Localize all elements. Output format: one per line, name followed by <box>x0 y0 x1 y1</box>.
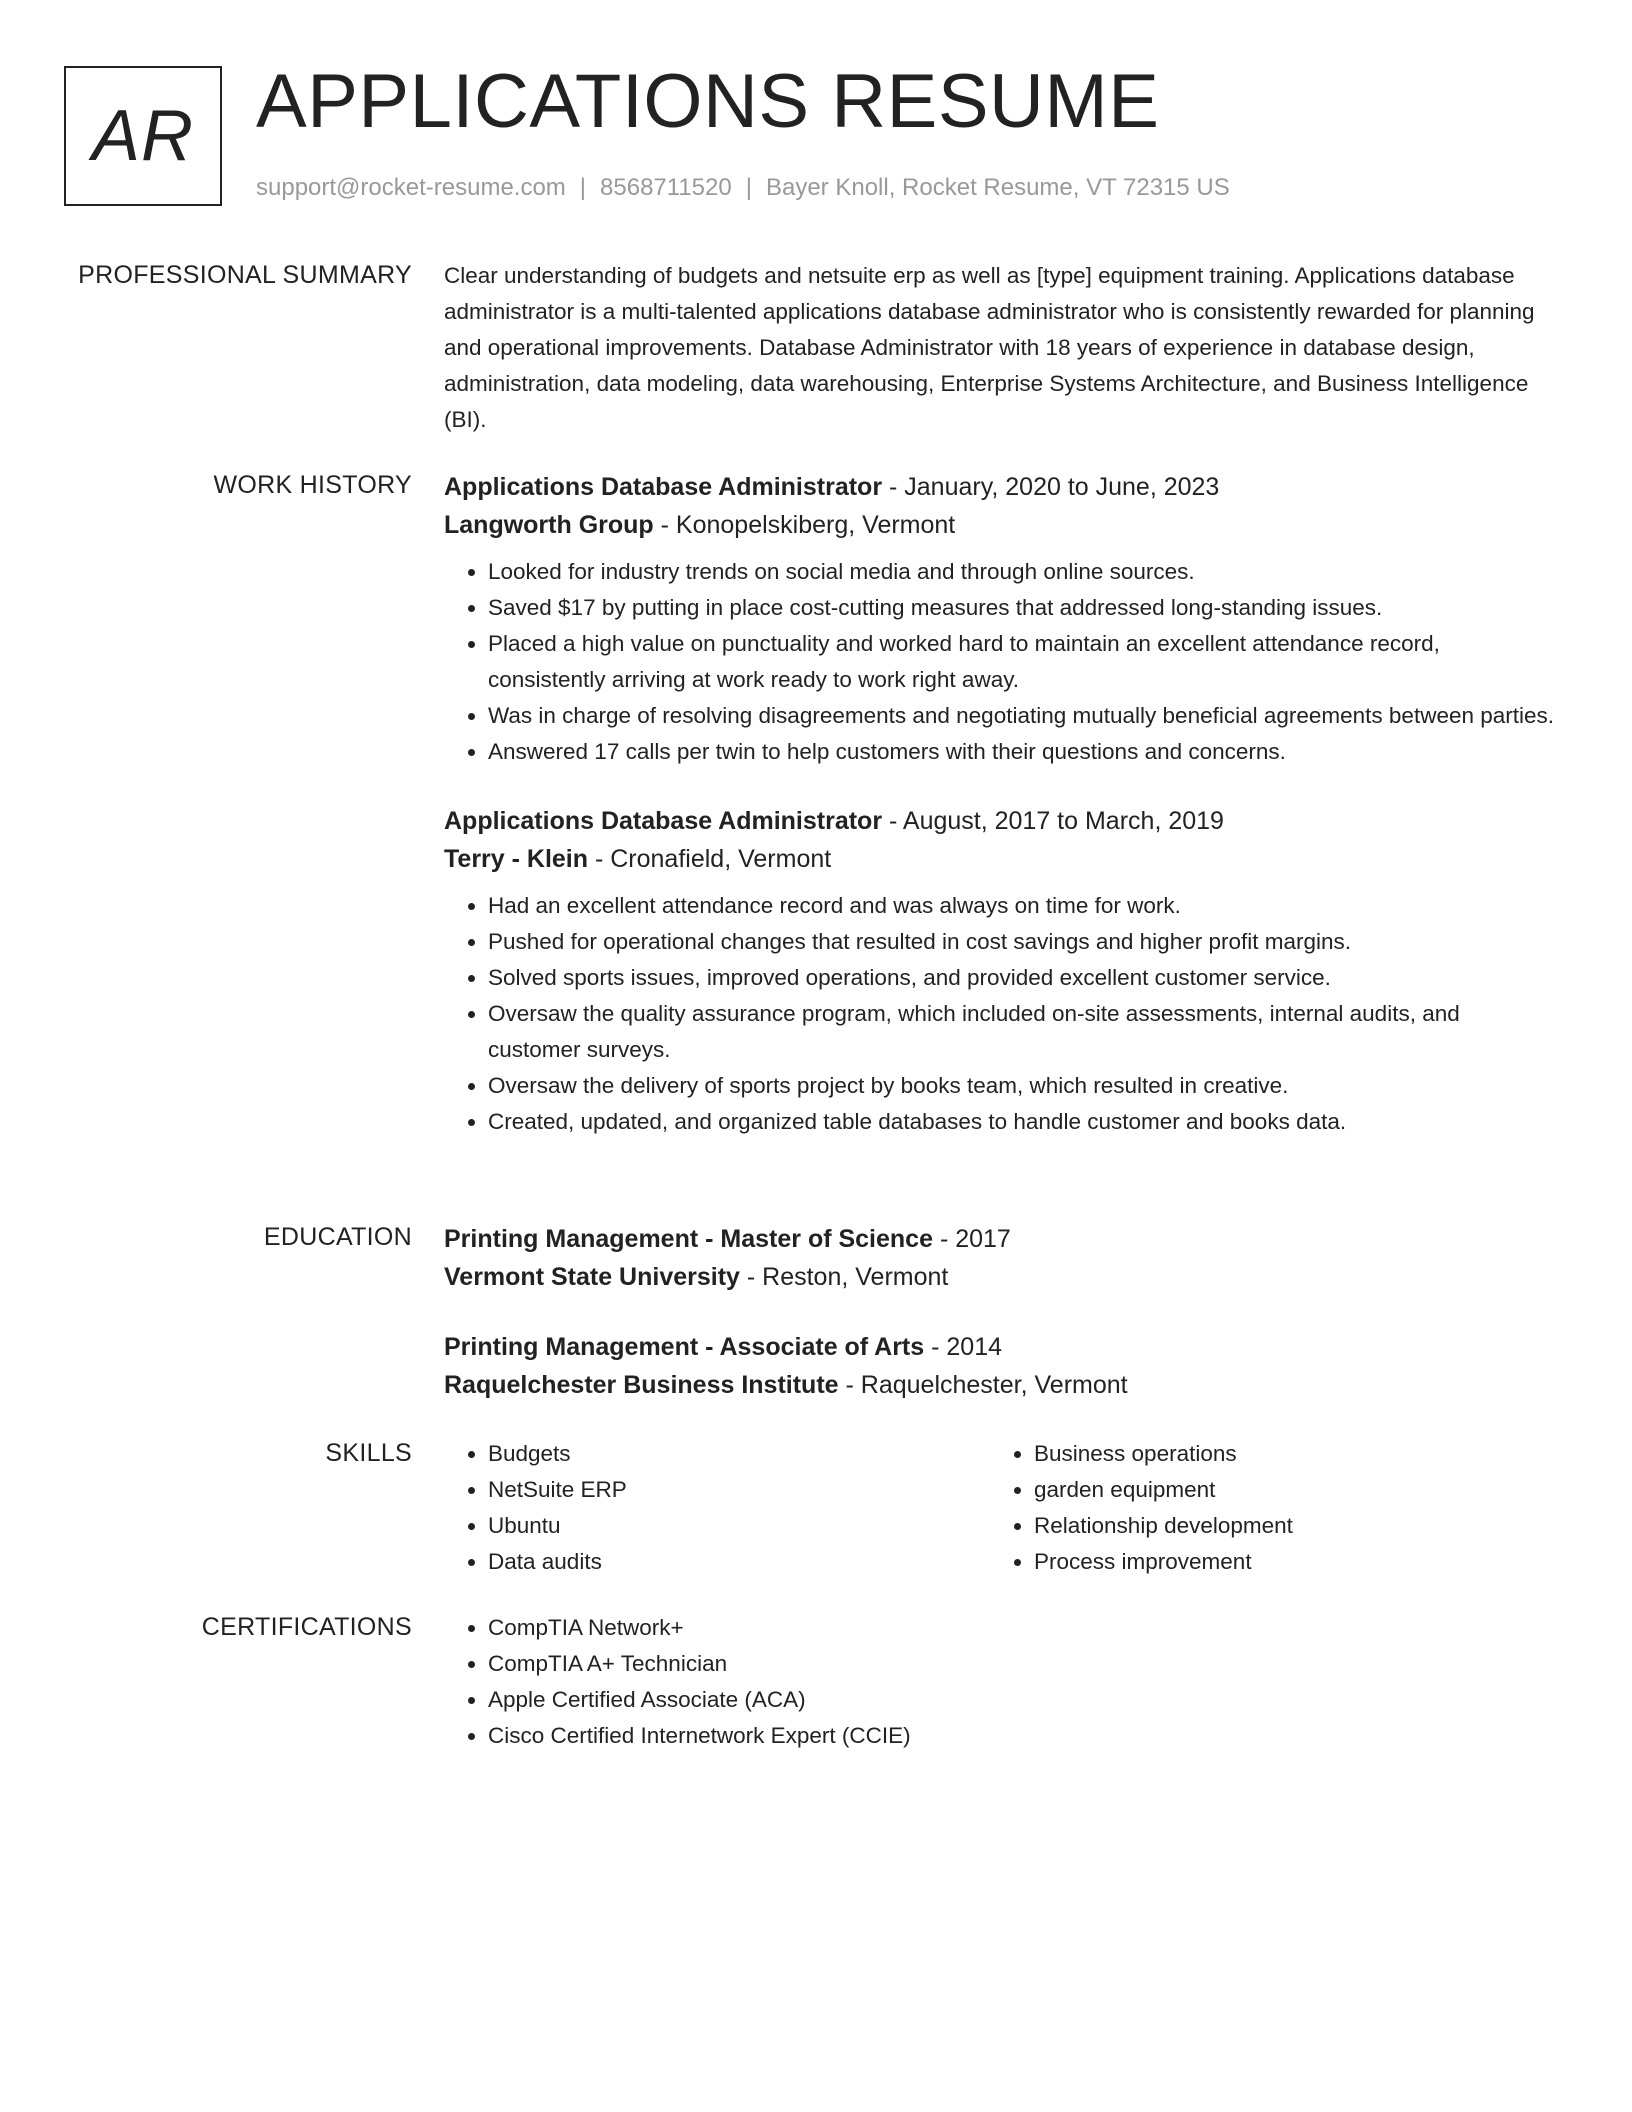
job-bullets <box>444 888 1556 1140</box>
summary-body <box>444 258 1556 438</box>
job-title-line <box>444 468 1556 506</box>
resume-name: APPLICATIONS RESUME <box>256 59 1160 144</box>
certification-item: • CompTIA Network+ <box>488 1610 1556 1646</box>
skill-item: • garden equipment <box>1034 1472 1536 1508</box>
skills-column-2 <box>990 1436 1536 1580</box>
contact-line <box>256 172 1230 204</box>
job-company: Langworth Group <box>444 511 654 539</box>
job-company-line <box>444 506 1556 544</box>
skills-column-1 <box>444 1436 990 1580</box>
certification-item: • Apple Certified Associate (ACA) <box>488 1682 1556 1718</box>
monogram-logo <box>64 66 222 206</box>
job-dates: - January, 2020 to June, 2023 <box>882 473 1220 501</box>
job-bullet: • Created, updated, and organized table databases to handle customer and books data. <box>488 1104 1556 1140</box>
skill-item: • NetSuite ERP <box>488 1472 990 1508</box>
education-year: - 2014 <box>924 1333 1003 1361</box>
education-degree: Printing Management - Associate of Arts <box>444 1333 925 1361</box>
education-entry <box>444 1220 1556 1296</box>
job-bullet: • Placed a high value on punctuality and worked hard to maintain an excellent attendance record, consistently arriving at work ready to work right away. <box>488 626 1556 698</box>
job-title: Applications Database Administrator <box>444 473 883 501</box>
job-entry <box>444 802 1556 1140</box>
skill-item: • Data audits <box>488 1544 990 1580</box>
education-entry <box>444 1328 1556 1404</box>
education-school-line <box>444 1366 1556 1404</box>
education-year: - 2017 <box>933 1225 1011 1253</box>
job-bullets <box>444 554 1556 770</box>
education-degree-line <box>444 1328 1556 1366</box>
job-bullet: • Had an excellent attendance record and was always on time for work. <box>488 888 1556 924</box>
education-body <box>444 1220 1556 1436</box>
contact-phone[interactable]: 8568711520 <box>600 174 732 201</box>
skills-body <box>444 1436 1556 1580</box>
education-location: - Raquelchester, Vermont <box>838 1371 1128 1399</box>
job-title-line <box>444 802 1556 840</box>
skill-item: • Process improvement <box>1034 1544 1536 1580</box>
section-label-education: EDUCATION <box>263 1223 412 1251</box>
contact-address: Bayer Knoll, Rocket Resume, VT 72315 US <box>765 174 1230 201</box>
job-location: - Konopelskiberg, Vermont <box>653 511 956 539</box>
certifications-body <box>444 1610 1556 1754</box>
job-bullet: • Pushed for operational changes that resulted in cost savings and higher profit margins. <box>488 924 1556 960</box>
job-company-line <box>444 840 1556 878</box>
job-bullet: • Was in charge of resolving disagreements and negotiating mutually beneficial agreements between parties. <box>488 698 1556 734</box>
summary-text: Clear understanding of budgets and netsuite erp as well as [type] equipment training. Applications database administrator is a multi-talented applications database administrator who is consistently rewarded for planning and operational improvements. Database Administrator with 18 years of experience in database design, administration, data modeling, data warehousing, Enterprise Systems Architecture, and Business Intelligence (BI). <box>444 263 1535 432</box>
contact-email[interactable]: support@rocket-resume.com <box>256 174 566 201</box>
job-dates: - August, 2017 to March, 2019 <box>882 807 1224 835</box>
job-entry <box>444 468 1556 770</box>
job-bullet: • Solved sports issues, improved operations, and provided excellent customer service. <box>488 960 1556 996</box>
contact-separator: | <box>579 174 587 201</box>
education-location: - Reston, Vermont <box>739 1263 949 1291</box>
monogram-initials: AR <box>91 96 195 176</box>
certification-list <box>444 1610 1556 1754</box>
skills-grid <box>444 1436 1556 1580</box>
section-label-skills: SKILLS <box>325 1439 412 1467</box>
section-label-certifications: CERTIFICATIONS <box>201 1613 412 1641</box>
job-bullet: • Saved $17 by putting in place cost-cutting measures that addressed long-standing issues. <box>488 590 1556 626</box>
education-school: Raquelchester Business Institute <box>444 1371 839 1399</box>
section-label-summary: PROFESSIONAL SUMMARY <box>78 261 412 289</box>
job-bullet: • Looked for industry trends on social media and through online sources. <box>488 554 1556 590</box>
skill-item: • Budgets <box>488 1436 990 1472</box>
education-school: Vermont State University <box>444 1263 740 1291</box>
education-degree: Printing Management - Master of Science <box>444 1225 933 1253</box>
skill-item: • Business operations <box>1034 1436 1536 1472</box>
certification-item: • CompTIA A+ Technician <box>488 1646 1556 1682</box>
job-title: Applications Database Administrator <box>444 807 883 835</box>
skill-item: • Ubuntu <box>488 1508 990 1544</box>
contact-separator: | <box>745 174 752 201</box>
job-location: - Cronafield, Vermont <box>588 845 832 873</box>
certification-item: • Cisco Certified Internetwork Expert (CCIE) <box>488 1718 1556 1754</box>
job-bullet: • Oversaw the delivery of sports project by books team, which resulted in creative. <box>488 1068 1556 1104</box>
skill-item: • Relationship development <box>1034 1508 1536 1544</box>
job-bullet: • Answered 17 calls per twin to help customers with their questions and concerns. <box>488 734 1556 770</box>
work-history-body <box>444 468 1556 1172</box>
education-degree-line <box>444 1220 1556 1258</box>
job-company: Terry - Klein <box>444 845 589 873</box>
section-label-work-history: WORK HISTORY <box>213 471 412 499</box>
job-bullet: • Oversaw the quality assurance program, which included on-site assessments, internal audits, and customer surveys. <box>488 996 1556 1068</box>
education-school-line <box>444 1258 1556 1296</box>
